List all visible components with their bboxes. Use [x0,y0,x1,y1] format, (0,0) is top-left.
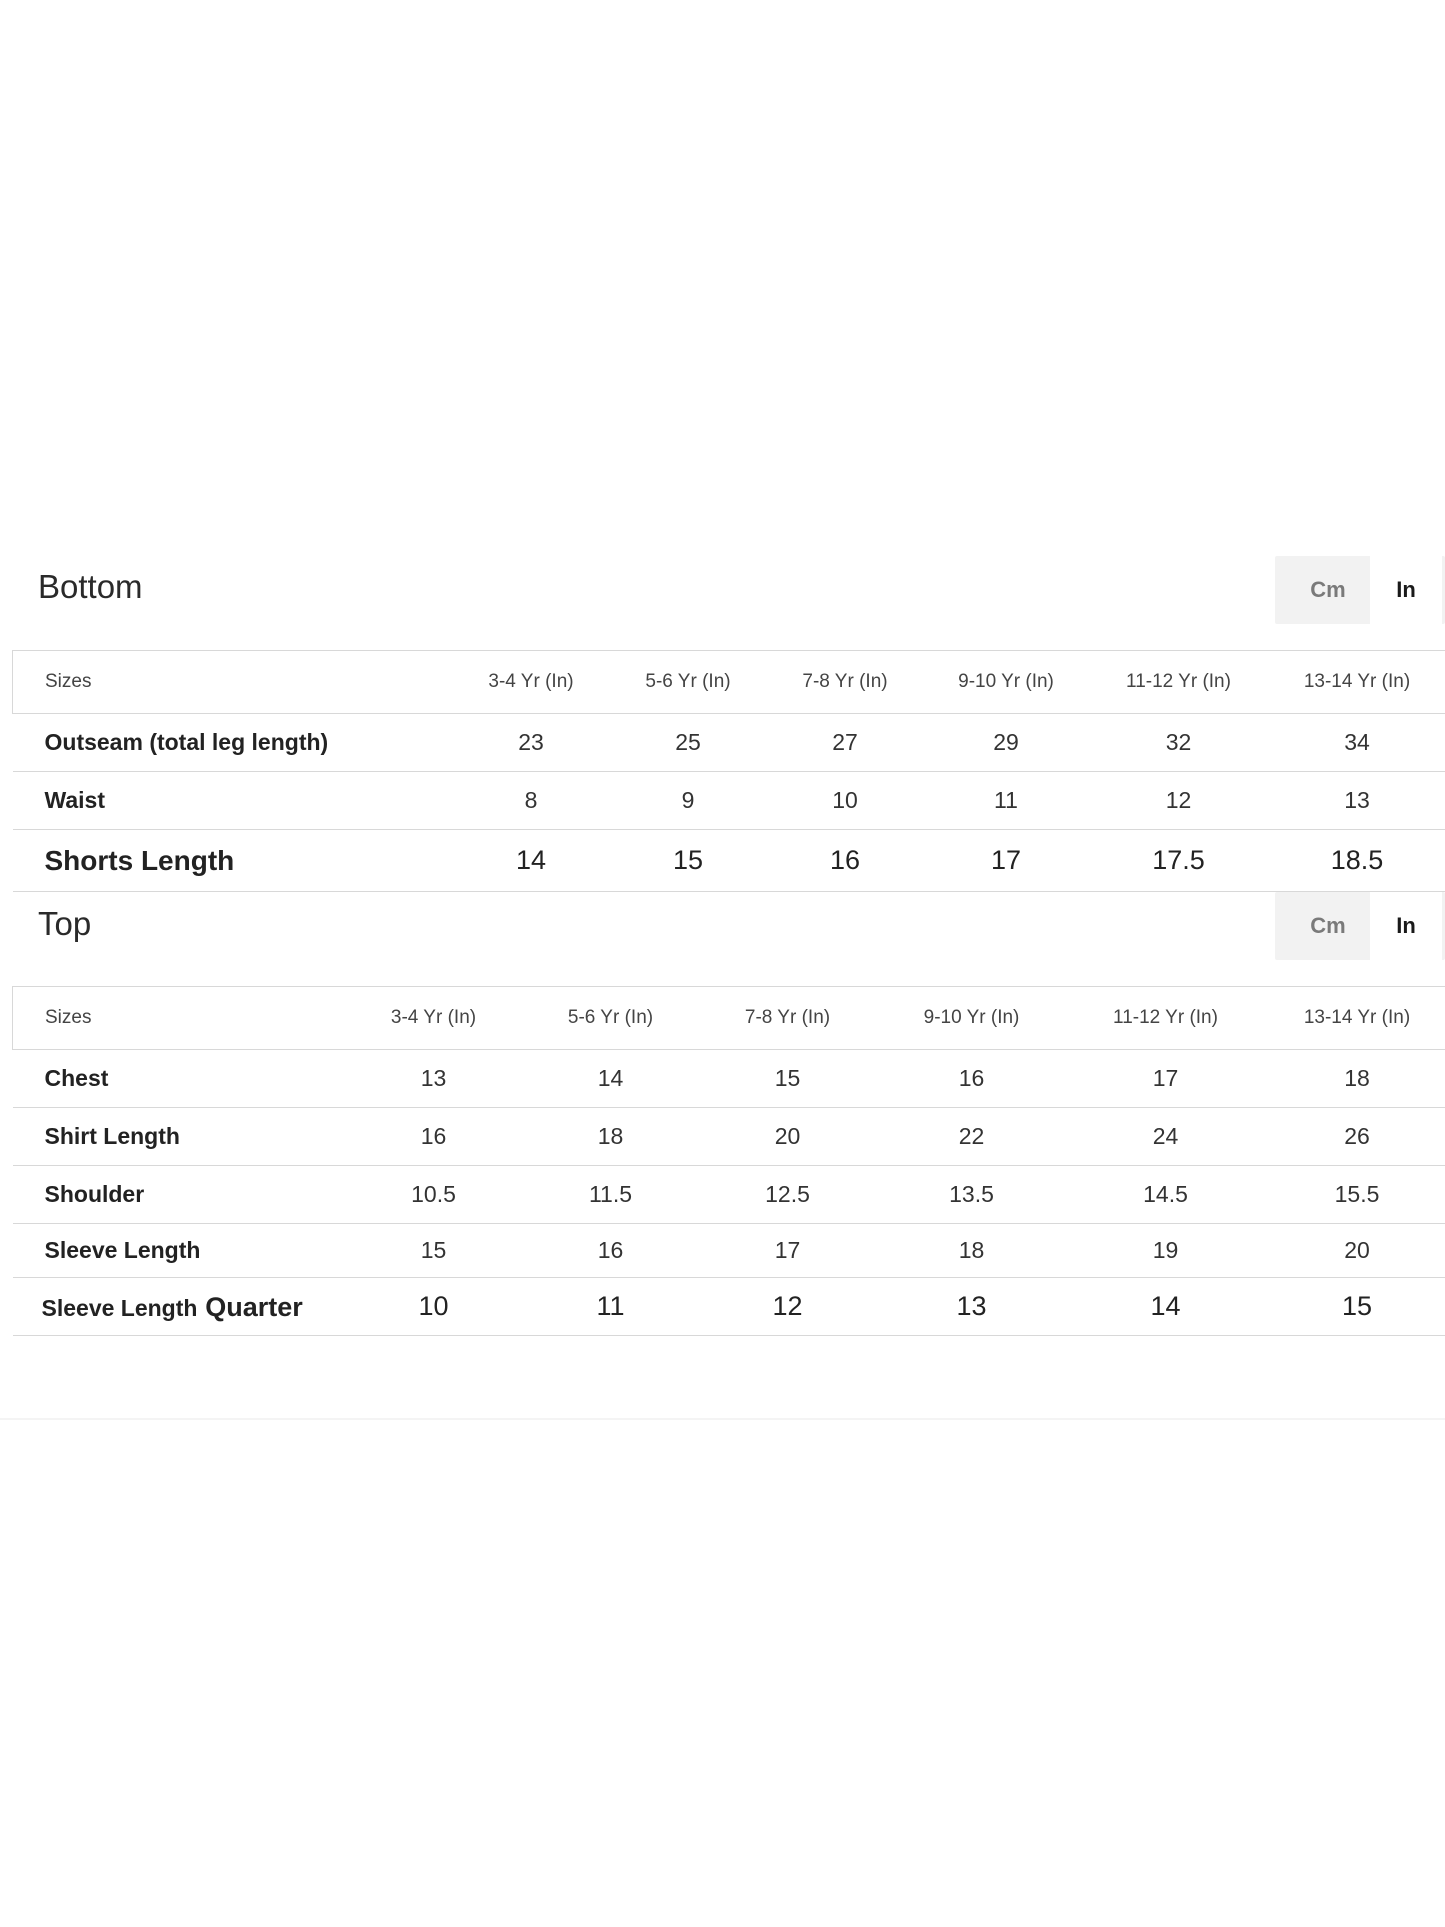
table-cell: 13 [1269,772,1445,830]
table-cell: 25 [610,714,767,772]
table-cell: 20 [695,1108,881,1166]
bottom-header-row [13,651,1445,714]
table-row [13,772,1445,830]
row-label-outseam: Outseam (total leg length) [13,714,453,772]
table-cell: 16 [527,1224,695,1278]
table-cell: 17 [924,830,1089,892]
top-size-table [12,986,1445,1336]
table-cell: 19 [1063,1224,1269,1278]
table-row [13,1278,1445,1336]
bottom-section-title: Bottom [38,568,143,605]
table-cell: 18 [1269,1050,1445,1108]
table-cell: 13 [881,1278,1063,1336]
row-label-shoulder: Shoulder [13,1166,341,1224]
top-col-7-8: 7-8 Yr (In) [695,987,881,1050]
table-cell: 9 [610,772,767,830]
top-col-11-12: 11-12 Yr (In) [1063,987,1269,1050]
table-cell: 26 [1269,1108,1445,1166]
table-cell: 29 [924,714,1089,772]
page-divider [0,1418,1445,1420]
row-label-sleeve-length-quarter-base: Sleeve Length [41,1294,198,1321]
table-cell: 10 [767,772,924,830]
bottom-col-9-10: 9-10 Yr (In) [924,651,1089,714]
bottom-col-5-6: 5-6 Yr (In) [610,651,767,714]
table-cell: 15 [341,1224,527,1278]
bottom-col-sizes: Sizes [13,651,453,714]
table-cell: 16 [881,1050,1063,1108]
row-label-waist: Waist [13,772,453,830]
table-cell: 16 [767,830,924,892]
top-section-title: Top [38,905,92,942]
table-cell: 20 [1269,1224,1445,1278]
bottom-col-7-8: 7-8 Yr (In) [767,651,924,714]
table-cell: 14 [527,1050,695,1108]
table-row [13,1224,1445,1278]
table-cell: 14 [1063,1278,1269,1336]
table-cell: 13.5 [881,1166,1063,1224]
top-col-5-6: 5-6 Yr (In) [527,987,695,1050]
top-unit-in-button[interactable]: In [1370,892,1442,960]
bottom-unit-toggle [1275,556,1445,624]
row-label-shirt-length: Shirt Length [13,1108,341,1166]
table-cell: 24 [1063,1108,1269,1166]
table-row [13,1050,1445,1108]
table-cell: 18.5 [1269,830,1445,892]
bottom-col-3-4: 3-4 Yr (In) [453,651,610,714]
table-cell: 27 [767,714,924,772]
bottom-col-13-14: 13-14 Yr (In) [1269,651,1445,714]
top-unit-toggle [1275,892,1445,960]
row-label-shorts-length: Shorts Length [13,830,453,892]
bottom-size-table [12,650,1445,892]
row-label-chest: Chest [13,1050,341,1108]
table-cell: 23 [453,714,610,772]
table-cell: 17 [1063,1050,1269,1108]
table-cell: 34 [1269,714,1445,772]
table-cell: 22 [881,1108,1063,1166]
table-cell: 32 [1089,714,1269,772]
table-cell: 10.5 [341,1166,527,1224]
table-cell: 15 [1269,1278,1445,1336]
table-cell: 18 [527,1108,695,1166]
row-label-sleeve-length: Sleeve Length [13,1224,341,1278]
table-row [13,1166,1445,1224]
bottom-unit-cm-button[interactable]: Cm [1310,577,1346,602]
bottom-unit-in-button[interactable]: In [1370,556,1442,624]
table-cell: 15 [695,1050,881,1108]
top-header-row [13,987,1445,1050]
table-cell: 11 [527,1278,695,1336]
table-cell: 10 [341,1278,527,1336]
table-cell: 15.5 [1269,1166,1445,1224]
table-cell: 12 [695,1278,881,1336]
table-cell: 14.5 [1063,1166,1269,1224]
bottom-col-11-12: 11-12 Yr (In) [1089,651,1269,714]
table-cell: 11.5 [527,1166,695,1224]
top-col-3-4: 3-4 Yr (In) [341,987,527,1050]
row-label-sleeve-length-quarter [13,1278,341,1336]
table-cell: 15 [610,830,767,892]
table-cell: 18 [881,1224,1063,1278]
table-cell: 13 [341,1050,527,1108]
top-col-13-14: 13-14 Yr (In) [1269,987,1445,1050]
top-col-9-10: 9-10 Yr (In) [881,987,1063,1050]
table-cell: 17 [695,1224,881,1278]
table-cell: 14 [453,830,610,892]
top-col-sizes: Sizes [13,987,341,1050]
table-cell: 17.5 [1089,830,1269,892]
top-unit-cm-button[interactable]: Cm [1310,913,1346,938]
table-cell: 12.5 [695,1166,881,1224]
row-label-sleeve-length-quarter-suffix: Quarter [205,1291,303,1322]
table-cell: 16 [341,1108,527,1166]
table-row [13,830,1445,892]
table-cell: 8 [453,772,610,830]
table-row [13,714,1445,772]
table-row [13,1108,1445,1166]
table-cell: 11 [924,772,1089,830]
table-cell: 12 [1089,772,1269,830]
